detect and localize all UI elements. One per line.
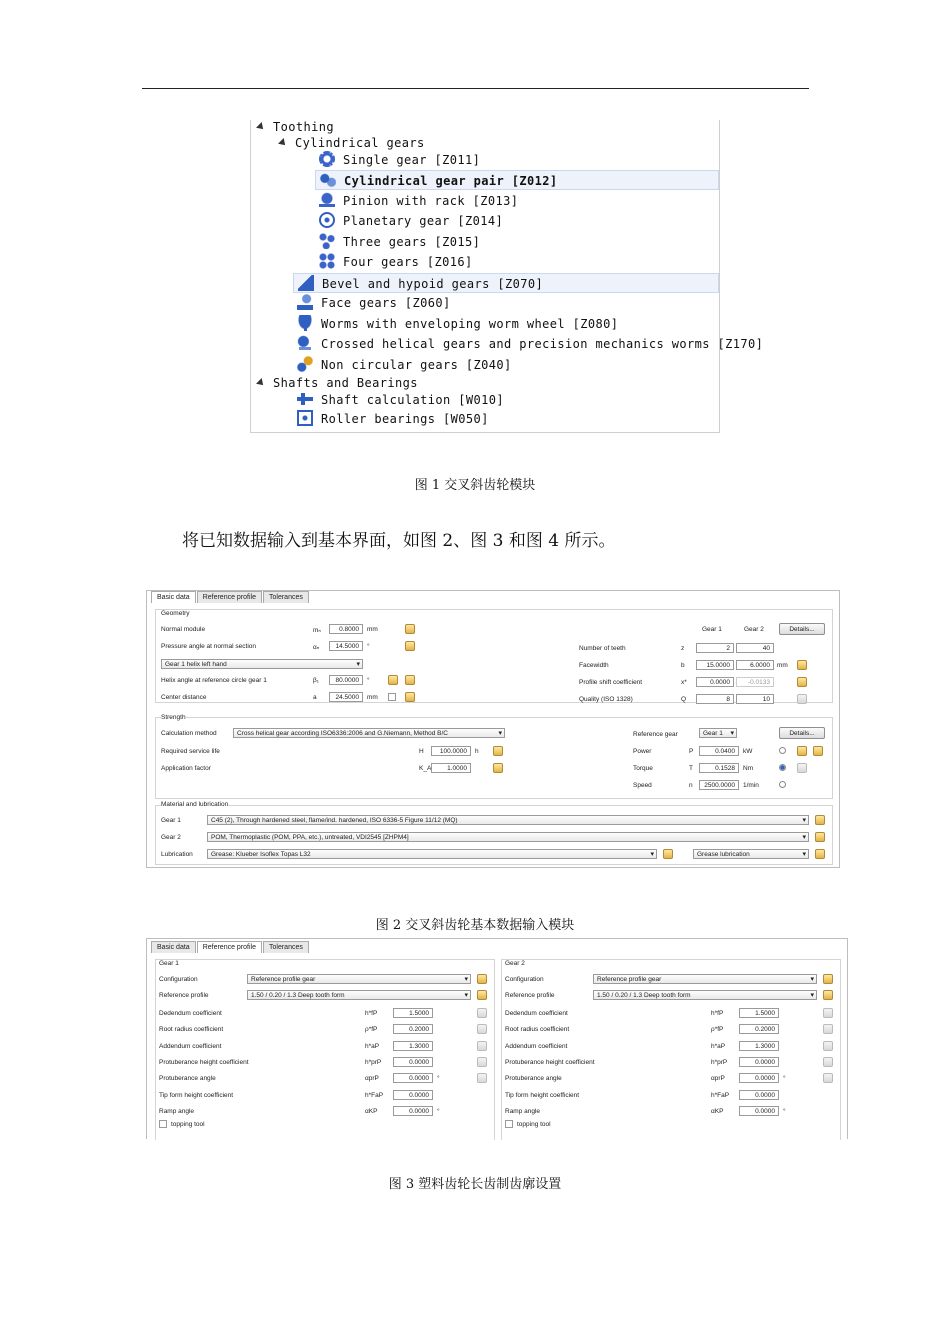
coefficient-input[interactable]: 0.0000: [739, 1073, 779, 1083]
coefficient-label: Protuberance angle: [159, 1075, 216, 1083]
strength-details-button[interactable]: Details...: [779, 727, 825, 739]
topping-tool-checkbox[interactable]: [505, 1120, 513, 1128]
lubrication-label: Lubrication: [161, 851, 193, 858]
center-distance-label: Center distance: [161, 694, 207, 701]
teeth-gear1-input[interactable]: 2: [696, 643, 734, 653]
body-paragraph: 将已知数据输入到基本界面，如图 2、图 3 和图 4 所示。: [182, 531, 616, 551]
coefficient-input[interactable]: 0.2000: [393, 1024, 433, 1034]
sizing-icon[interactable]: [405, 624, 415, 634]
symbol: P: [689, 748, 694, 755]
sizing-icon[interactable]: [797, 677, 807, 687]
tree-item-z170[interactable]: [297, 334, 763, 354]
planetary-gear-icon: [319, 212, 335, 228]
tab-bar: [151, 941, 310, 953]
four-gears-icon: [319, 253, 335, 269]
sizing-icon[interactable]: [493, 763, 503, 773]
tree-label: Planetary gear [Z014]: [343, 214, 504, 228]
tree-label: Bevel and hypoid gears [Z070]: [322, 277, 544, 291]
coefficient-label: Root radius coefficient: [159, 1026, 224, 1034]
normal-module-label: Normal module: [161, 626, 206, 633]
tree-label: Worms with enveloping worm wheel [Z080]: [321, 317, 619, 331]
module-tree: [250, 120, 764, 433]
tree-label: Shaft calculation [W010]: [321, 393, 504, 407]
quality-label: Quality (ISO 1328): [579, 696, 633, 703]
coefficient-input[interactable]: 1.5000: [739, 1008, 779, 1018]
application-factor-input[interactable]: 1.0000: [431, 763, 471, 773]
symbol: mₙ: [313, 627, 322, 634]
symbol: h*FaP: [365, 1091, 384, 1099]
coefficient-input[interactable]: 1.3000: [739, 1041, 779, 1051]
unit: °: [783, 1107, 786, 1115]
coefficient-input[interactable]: 0.2000: [739, 1024, 779, 1034]
sizing-icon[interactable]: [797, 763, 807, 773]
non-circular-gear-icon: [297, 356, 313, 372]
calc-method-label: Calculation method: [161, 730, 217, 737]
profile-shift-gear2-input[interactable]: -0.0133: [736, 677, 774, 687]
configuration-label: Configuration: [505, 976, 544, 983]
symbol: K_A: [419, 765, 432, 772]
power-radio[interactable]: [779, 747, 786, 754]
single-gear-icon: [319, 151, 335, 167]
reference-profile-screenshot: [146, 938, 848, 1139]
tab-reference-profile[interactable]: Reference profile: [197, 941, 262, 953]
rack-icon: [319, 192, 335, 208]
profile-edit-icon[interactable]: [477, 990, 487, 1000]
center-distance-input[interactable]: 24.5000: [329, 692, 363, 702]
helix-angle-label: Helix angle at reference circle gear 1: [161, 677, 267, 684]
symbol: h*fP: [711, 1010, 724, 1017]
lubricant-edit-icon[interactable]: [663, 849, 673, 859]
teeth-label: Number of teeth: [579, 645, 626, 652]
symbol: h*fP: [365, 1010, 378, 1017]
three-gears-icon: [319, 233, 335, 249]
sizing-icon[interactable]: [823, 1057, 833, 1067]
reference-profile-label: Reference profile: [505, 992, 555, 999]
expand-triangle-icon[interactable]: [256, 122, 266, 132]
coefficient-label: Dedendum coefficient: [159, 1010, 222, 1017]
tree-label: Roller bearings [W050]: [321, 412, 489, 426]
symbol: a: [313, 694, 317, 701]
facewidth-gear2-input[interactable]: 6.0000: [736, 660, 774, 670]
sizing-icon[interactable]: [823, 1073, 833, 1083]
service-life-label: Required service life: [161, 748, 220, 755]
speed-radio[interactable]: [779, 781, 786, 788]
tree-label: Cylindrical gears: [295, 136, 425, 150]
service-life-input[interactable]: 100.0000: [431, 746, 471, 756]
symbol: x*: [681, 679, 687, 686]
configuration-label: Configuration: [159, 976, 198, 983]
group-title: Material and lubrication: [161, 801, 229, 808]
sizing-icon[interactable]: [813, 746, 823, 756]
coefficient-label: Protuberance angle: [505, 1075, 562, 1083]
pane-title: Gear 2: [505, 960, 525, 967]
geometry-group: [155, 609, 833, 703]
lubricant-select[interactable]: Grease: Klueber Isoflex Topas L32 ▾: [207, 849, 657, 859]
gear-2-heading: Gear 2: [744, 626, 764, 633]
tree-item-z014[interactable]: [319, 211, 503, 231]
coefficient-input[interactable]: 0.0000: [739, 1057, 779, 1067]
gear1-material-select[interactable]: C45 (2), Through hardened steel, flame/ind. hardened, ISO 6336-5 Figure 11/12 (MQ) ▾: [207, 815, 809, 825]
bearing-icon: [297, 410, 313, 426]
reference-profile-label: Reference profile: [159, 992, 209, 999]
profile-edit-icon[interactable]: [823, 990, 833, 1000]
configuration-select[interactable]: Reference profile gear ▾: [593, 974, 817, 984]
group-title: Geometry: [161, 610, 190, 617]
tree-item-z070[interactable]: [293, 273, 719, 293]
symbol: T: [689, 765, 693, 772]
facewidth-gear1-input[interactable]: 15.0000: [696, 660, 734, 670]
symbol: ρ*fP: [365, 1026, 378, 1034]
sizing-icon[interactable]: [477, 1073, 487, 1083]
header-rule: [142, 88, 809, 89]
sizing-icon[interactable]: [405, 692, 415, 702]
tree-label: Crossed helical gears and precision mechanics worms [Z170]: [321, 337, 764, 351]
geometry-details-button[interactable]: Details...: [779, 623, 825, 635]
coefficient-label: Addendum coefficient: [159, 1042, 222, 1050]
sizing-icon[interactable]: [405, 641, 415, 651]
tree-label: Shafts and Bearings: [273, 376, 418, 390]
tree-item-z040[interactable]: [297, 355, 512, 375]
figure-2-caption: 图 2 交叉斜齿轮基本数据输入模块: [375, 918, 575, 933]
sizing-icon[interactable]: [405, 675, 415, 685]
symbol: αKP: [711, 1107, 724, 1115]
basic-data-screenshot: [146, 590, 840, 868]
lubrication-type-select[interactable]: Grease lubrication ▾: [693, 849, 809, 859]
tree-label: Non circular gears [Z040]: [321, 358, 512, 372]
facewidth-label: Facewidth: [579, 662, 609, 669]
torque-radio[interactable]: [779, 764, 786, 771]
config-edit-icon[interactable]: [823, 974, 833, 984]
coefficient-input[interactable]: 0.0000: [739, 1106, 779, 1116]
tree-item-z013[interactable]: [319, 191, 518, 211]
coefficient-label: Tip form height coefficient: [505, 1091, 580, 1099]
teeth-gear2-input[interactable]: 40: [736, 643, 774, 653]
coefficient-input[interactable]: 0.0000: [393, 1090, 433, 1100]
torque-label: Torque: [633, 765, 653, 772]
tree-item-z012[interactable]: [315, 170, 719, 190]
pressure-angle-input[interactable]: 14.5000: [329, 641, 363, 651]
reference-profile-select[interactable]: 1.50 / 0.20 / 1.3 Deep tooth form ▾: [593, 990, 817, 1000]
unit: °: [783, 1075, 786, 1083]
sizing-icon[interactable]: [823, 1041, 833, 1051]
unit: mm: [777, 662, 788, 669]
topping-tool-checkbox[interactable]: [159, 1120, 167, 1128]
unit: °: [437, 1075, 440, 1083]
tab-reference-profile[interactable]: Reference profile: [197, 591, 262, 603]
coefficient-label: Addendum coefficient: [505, 1042, 568, 1050]
shaft-icon: [297, 391, 313, 407]
symbol: β₁: [313, 677, 319, 684]
profile-shift-label: Profile shift coefficient: [579, 679, 643, 686]
tree-label: Three gears [Z015]: [343, 235, 481, 249]
coefficient-label: Ramp angle: [159, 1107, 195, 1115]
sizing-icon[interactable]: [797, 694, 807, 704]
symbol: Q: [681, 696, 687, 703]
tree-label: Cylindrical gear pair [Z012]: [344, 174, 558, 188]
sizing-icon[interactable]: [477, 1041, 487, 1051]
symbol: n: [689, 782, 693, 789]
helix-angle-input[interactable]: 80.0000: [329, 675, 363, 685]
symbol: H: [419, 748, 424, 755]
coefficient-label: Root radius coefficient: [505, 1026, 570, 1034]
material-edit-icon[interactable]: [815, 815, 825, 825]
reference-profile-select[interactable]: 1.50 / 0.20 / 1.3 Deep tooth form ▾: [247, 990, 471, 1000]
coefficient-label: Ramp angle: [505, 1107, 541, 1115]
symbol: αprP: [711, 1075, 725, 1083]
tab-basic-data[interactable]: Basic data: [151, 941, 196, 953]
crossed-helical-icon: [297, 335, 313, 351]
sizing-icon[interactable]: [477, 1008, 487, 1018]
speed-label: Speed: [633, 782, 652, 789]
topping-tool-label: topping tool: [517, 1121, 551, 1128]
sizing-icon[interactable]: [823, 1024, 833, 1034]
sizing-icon[interactable]: [797, 660, 807, 670]
speed-input[interactable]: 2500.0000: [699, 780, 739, 790]
tab-basic-data[interactable]: Basic data: [151, 591, 196, 603]
tab-tolerances[interactable]: Tolerances: [263, 591, 309, 603]
tree-label: Face gears [Z060]: [321, 296, 451, 310]
tab-tolerances[interactable]: Tolerances: [263, 941, 309, 953]
figure-1-caption: 图 1 交叉斜齿轮模块: [414, 478, 536, 493]
expand-triangle-icon[interactable]: [256, 378, 266, 388]
unit: Nm: [743, 765, 754, 772]
coefficient-label: Protuberance height coefficient: [505, 1058, 595, 1066]
symbol: z: [681, 645, 685, 652]
quality-gear1-input[interactable]: 8: [696, 694, 734, 704]
normal-module-input[interactable]: 0.8000: [329, 624, 363, 634]
symbol: αₙ: [313, 644, 320, 651]
reference-gear-label: Reference gear: [633, 731, 678, 738]
coefficient-input[interactable]: 1.5000: [393, 1008, 433, 1018]
profile-shift-gear1-input[interactable]: 0.0000: [696, 677, 734, 687]
quality-gear2-input[interactable]: 10: [736, 694, 774, 704]
center-distance-checkbox[interactable]: [388, 693, 396, 701]
symbol: h*prP: [711, 1058, 728, 1066]
material-edit-icon[interactable]: [815, 832, 825, 842]
sizing-icon[interactable]: [477, 1024, 487, 1034]
symbol: h*aP: [365, 1042, 380, 1050]
coefficient-label: Tip form height coefficient: [159, 1091, 234, 1099]
symbol: h*aP: [711, 1042, 726, 1050]
unit: h: [475, 748, 479, 755]
gear2-material-label: Gear 2: [161, 834, 181, 841]
group-title: Strength: [161, 714, 186, 721]
application-factor-label: Application factor: [161, 765, 211, 772]
coefficient-input[interactable]: 0.0000: [393, 1073, 433, 1083]
tree-label: Pinion with rack [Z013]: [343, 194, 519, 208]
tree-label: Four gears [Z016]: [343, 255, 473, 269]
tree-item-w010[interactable]: [297, 390, 504, 410]
tree-label: Single gear [Z011]: [343, 153, 481, 167]
pressure-angle-label: Pressure angle at normal section: [161, 643, 257, 650]
tab-bar: [151, 591, 310, 603]
gear1-material-label: Gear 1: [161, 817, 181, 824]
worm-wheel-icon: [297, 315, 313, 331]
coefficient-label: Protuberance height coefficient: [159, 1058, 249, 1066]
figure-3-caption: 图 3 塑料齿轮长齿制齿廓设置: [388, 1177, 562, 1192]
sizing-icon[interactable]: [388, 675, 398, 685]
symbol: h*prP: [365, 1058, 382, 1066]
unit: °: [367, 677, 370, 684]
coefficient-input[interactable]: 0.0000: [393, 1057, 433, 1067]
symbol: αprP: [365, 1075, 379, 1083]
gear-1-heading: Gear 1: [702, 626, 722, 633]
bevel-gear-icon: [298, 275, 314, 291]
coefficient-input[interactable]: 1.3000: [393, 1041, 433, 1051]
helix-direction-select[interactable]: Gear 1 helix left hand ▾: [161, 659, 363, 669]
lubrication-edit-icon[interactable]: [815, 849, 825, 859]
coefficient-input[interactable]: 0.0000: [393, 1106, 433, 1116]
unit: °: [367, 643, 370, 650]
power-label: Power: [633, 748, 652, 755]
unit: mm: [367, 694, 378, 701]
tree-label: Toothing: [273, 120, 334, 134]
pane-title: Gear 1: [159, 960, 179, 967]
power-input[interactable]: 0.0400: [699, 746, 739, 756]
tree-item-z060[interactable]: [297, 293, 451, 313]
coefficient-input[interactable]: 0.0000: [739, 1090, 779, 1100]
symbol: b: [681, 662, 685, 669]
unit: mm: [367, 626, 378, 633]
tree-item-z016[interactable]: [319, 252, 473, 272]
coefficient-label: Dedendum coefficient: [505, 1010, 568, 1017]
sizing-icon[interactable]: [493, 746, 503, 756]
tree-item-z011[interactable]: [319, 150, 480, 170]
sizing-icon[interactable]: [823, 1008, 833, 1018]
gear-pair-icon: [320, 172, 336, 188]
symbol: ρ*fP: [711, 1026, 724, 1034]
unit: kW: [743, 748, 753, 755]
face-gear-icon: [297, 294, 313, 310]
unit: °: [437, 1107, 440, 1115]
symbol: h*FaP: [711, 1091, 730, 1099]
expand-triangle-icon[interactable]: [278, 138, 288, 148]
tree-item-w050[interactable]: [297, 409, 489, 429]
sizing-icon[interactable]: [477, 1057, 487, 1067]
gear2-material-select[interactable]: POM, Thermoplastic (POM, PPA, etc.), untreated, VDI2545 [ZHPM4] ▾: [207, 832, 809, 842]
reference-gear-select[interactable]: Gear 1 ▾: [699, 728, 737, 738]
configuration-select[interactable]: Reference profile gear ▾: [247, 974, 471, 984]
calc-method-select[interactable]: Cross helical gear according ISO6336:2006 and G.Niemann, Method B/C ▾: [233, 728, 505, 738]
tree-item-z015[interactable]: [319, 232, 480, 252]
symbol: αKP: [365, 1107, 378, 1115]
tree-item-z080[interactable]: [297, 314, 618, 334]
config-edit-icon[interactable]: [477, 974, 487, 984]
unit: 1/min: [743, 782, 759, 789]
torque-input[interactable]: 0.1528: [699, 763, 739, 773]
topping-tool-label: topping tool: [171, 1121, 205, 1128]
sizing-icon[interactable]: [797, 746, 807, 756]
